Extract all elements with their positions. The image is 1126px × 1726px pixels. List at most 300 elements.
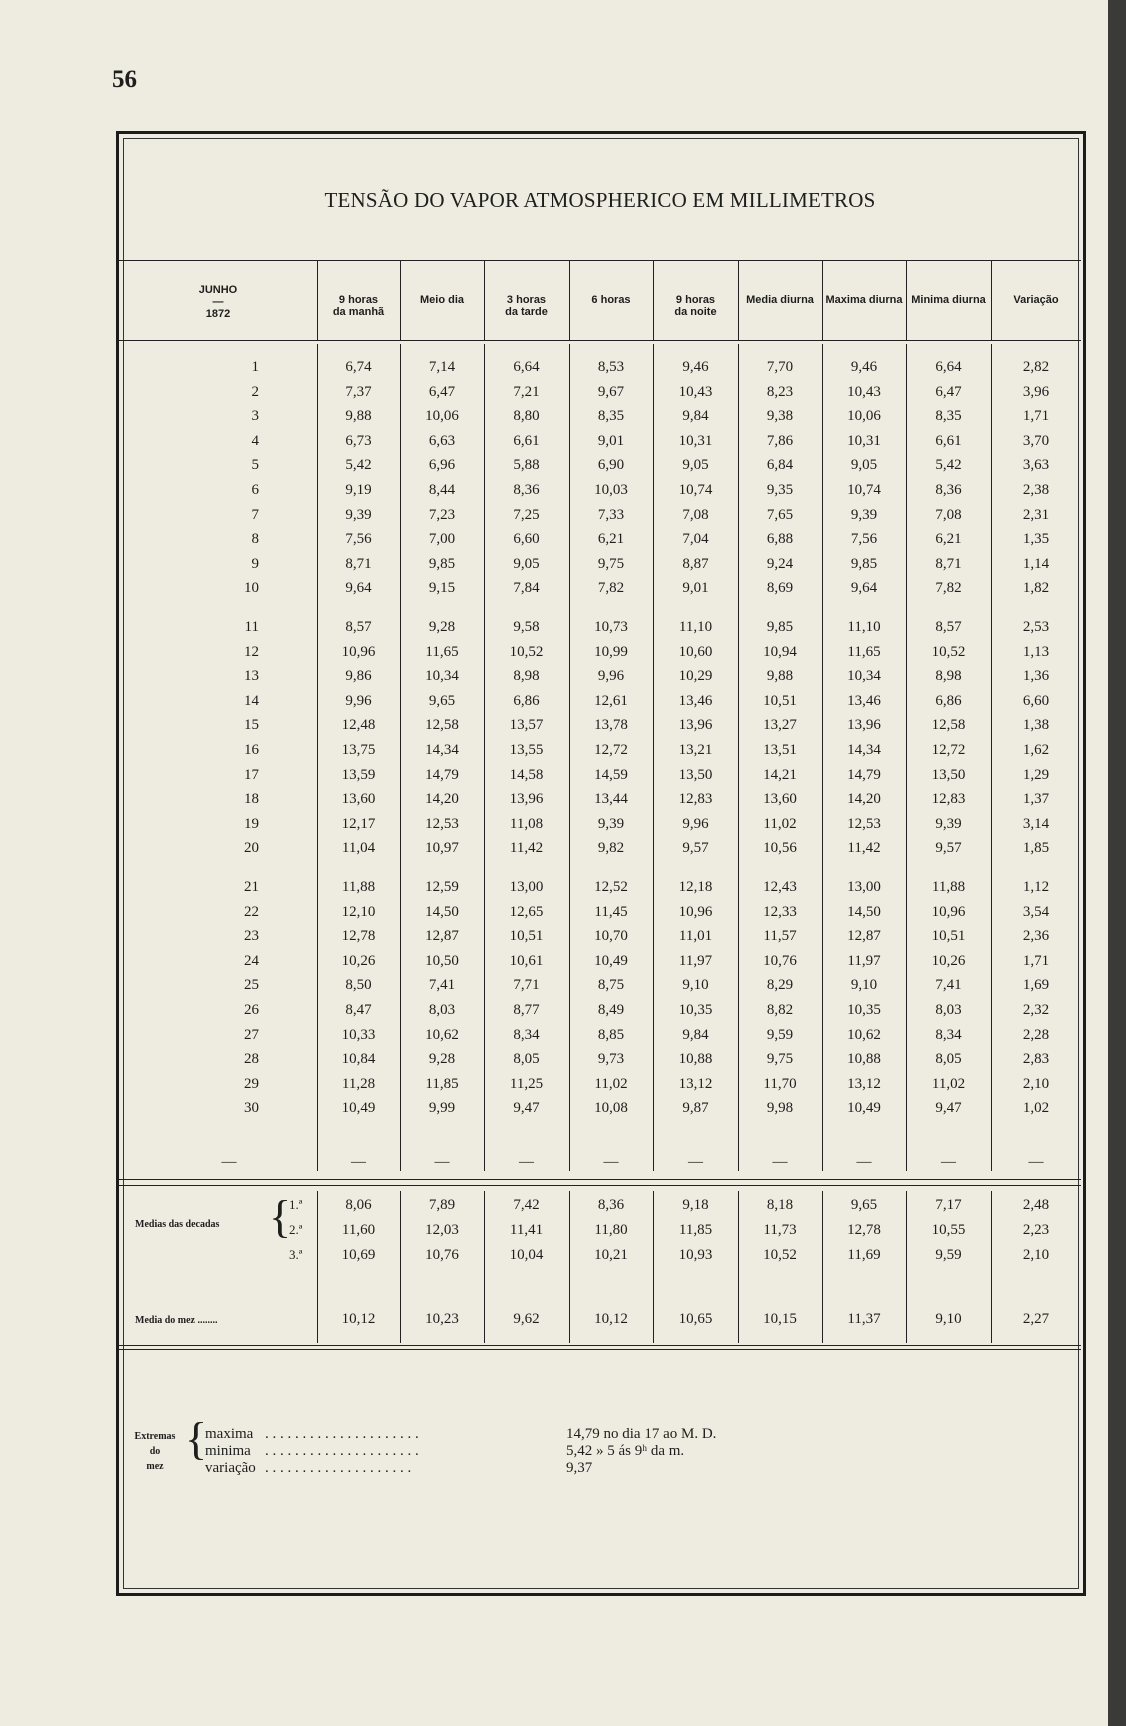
table-cell: 13,50 [931, 766, 966, 783]
decade-mean-cell: 11,73 [763, 1222, 797, 1238]
table-cell: 10,49 [847, 1100, 881, 1117]
table-cell: 11,65 [847, 643, 881, 660]
table-cell: 9,96 [597, 668, 625, 685]
table-cell: 2,28 [1022, 1026, 1050, 1043]
table-cell: 10,51 [509, 928, 544, 945]
table-cell: 11,42 [847, 840, 881, 857]
decade-mean-cell: 10,93 [678, 1247, 713, 1263]
table-cell: 10,76 [763, 952, 797, 969]
decade-mean-cell: 9,65 [850, 1197, 878, 1213]
table-cell: 7,41 [428, 977, 456, 994]
table-cell: 7,14 [428, 359, 456, 375]
table-cell: 12,83 [678, 791, 713, 808]
table-cell: 10,84 [341, 1051, 376, 1068]
table-cell: 11,88 [341, 879, 376, 895]
month-mean-cell: 10,12 [594, 1311, 628, 1327]
table-cell: 1,02 [1022, 1100, 1050, 1117]
decade-mean-cell: 10,76 [425, 1247, 459, 1263]
table-cell: 13,12 [678, 1075, 713, 1092]
decade-ordinal: 3.ª [289, 1247, 303, 1262]
extreme-value: 14,79 no dia 17 ao M. D. [566, 1426, 717, 1442]
table-cell: 12,83 [931, 791, 966, 808]
table-cell: 11,02 [931, 1075, 966, 1092]
body-end-rule [119, 1179, 1081, 1180]
table-cell: 8,77 [513, 1002, 540, 1018]
decade-mean-cell: 12,03 [425, 1222, 459, 1238]
table-cell: 9,75 [766, 1051, 794, 1068]
table-cell: 7,56 [345, 531, 372, 548]
table-cell: 13,50 [678, 766, 713, 783]
table-cell: 10,88 [847, 1051, 881, 1068]
table-cell: 3,14 [1022, 815, 1050, 832]
table-cell: 13,96 [678, 717, 713, 734]
table-cell: 8,82 [766, 1002, 794, 1018]
decade-mean-cell: 10,55 [931, 1222, 966, 1238]
table-cell: 8,35 [597, 408, 625, 425]
table-cell: 11,10 [847, 619, 881, 635]
table-cell: 1,71 [1022, 408, 1050, 425]
table-cell: 1,62 [1022, 742, 1050, 758]
table-cell: 13,51 [763, 742, 797, 758]
extreme-dots: . . . . . . . . . . . . . . . . . . . . [265, 1460, 412, 1476]
table-cell: 9,05 [850, 457, 878, 474]
table-title: TENSÃO DO VAPOR ATMOSPHERICO EM MILLIMETROS [324, 188, 876, 212]
table-cell: 11,02 [594, 1075, 628, 1092]
table-cell: 9,73 [597, 1051, 625, 1068]
table-cell: 9,57 [682, 840, 709, 857]
day-number: 27 [244, 1026, 259, 1043]
table-cell: 1,82 [1022, 580, 1050, 597]
table-cell: 9,39 [935, 815, 962, 832]
table-cell: 13,60 [763, 791, 797, 808]
table-cell: 10,96 [341, 643, 376, 660]
table-cell: 8,03 [428, 1002, 456, 1018]
decade-means-label: Medias das decadas [135, 1219, 220, 1230]
table-cell: 9,05 [682, 457, 709, 474]
table-cell: 10,62 [847, 1026, 881, 1043]
table-cell: 11,97 [678, 952, 713, 969]
table-cell: 13,12 [847, 1075, 881, 1092]
table-cell: 9,59 [766, 1026, 794, 1043]
extreme-dots: . . . . . . . . . . . . . . . . . . . . . [265, 1443, 419, 1459]
table-cell: 10,43 [678, 383, 713, 400]
table-cell: 10,29 [678, 668, 713, 685]
table-cell: 8,36 [935, 482, 962, 498]
table-cell: 7,84 [513, 580, 540, 597]
header-top-rule [119, 260, 1081, 261]
table-cell: 11,88 [931, 879, 966, 895]
table-cell: 11,02 [763, 815, 797, 832]
table-cell: 14,34 [847, 742, 881, 758]
table-cell: 13,96 [509, 791, 544, 808]
table-cell: 7,86 [766, 432, 794, 449]
table-cell: 9,10 [850, 977, 878, 994]
dash-mark: — [688, 1154, 703, 1170]
table-cell: 10,35 [678, 1002, 713, 1018]
table-cell: 7,65 [766, 506, 794, 523]
table-cell: 6,21 [597, 531, 625, 548]
table-cell: 9,39 [850, 506, 878, 523]
table-cell: 6,63 [428, 432, 456, 449]
day-number: 8 [251, 531, 259, 548]
extreme-value: 5,42 » 5 ás 9ʰ da m. [566, 1443, 685, 1459]
table-cell: 1,37 [1022, 791, 1050, 808]
table-cell: 6,47 [935, 383, 962, 400]
day-number: 29 [244, 1075, 259, 1092]
table-cell: 1,12 [1022, 879, 1050, 895]
month-mean-cell: 9,62 [513, 1311, 540, 1327]
table-cell: 9,46 [682, 359, 709, 375]
table-cell: 9,39 [345, 506, 372, 523]
header-month: JUNHO [198, 284, 238, 296]
table-cell: 10,99 [594, 643, 628, 660]
table-cell: 10,74 [847, 482, 881, 498]
table-cell: 10,88 [678, 1051, 713, 1068]
table-cell: 9,01 [682, 580, 709, 597]
day-number: 17 [244, 766, 259, 783]
header-col-7: Maxima diurna [825, 294, 903, 306]
month-mean-cell: 2,27 [1022, 1311, 1050, 1327]
extreme-name: variação [205, 1460, 256, 1476]
table-cell: 10,49 [341, 1100, 376, 1117]
table-cell: 10,70 [594, 928, 628, 945]
decade-mean-cell: 8,18 [766, 1197, 794, 1213]
table-cell: 10,96 [678, 903, 713, 920]
day-number: 9 [251, 555, 259, 572]
dash-mark: — [434, 1154, 450, 1170]
decade-brace: { [269, 1191, 292, 1242]
table-cell: 7,41 [935, 977, 962, 994]
table-cell: 12,58 [931, 717, 966, 734]
table-cell: 2,83 [1022, 1051, 1050, 1068]
table-cell: 14,34 [425, 742, 459, 758]
table-cell: 10,51 [763, 692, 797, 709]
day-number: 23 [244, 928, 259, 945]
table-cell: 11,04 [341, 840, 376, 857]
decade-ordinal: 1.ª [289, 1197, 303, 1212]
table-cell: 8,53 [597, 359, 625, 375]
table-cell: 9,19 [345, 482, 372, 498]
table-cell: 9,98 [766, 1100, 794, 1117]
day-number: 19 [244, 815, 259, 832]
table-cell: 8,71 [345, 555, 372, 572]
table-cell: 10,06 [847, 408, 881, 425]
decade-mean-cell: 10,21 [594, 1247, 628, 1263]
table-cell: 3,96 [1022, 383, 1050, 400]
decade-mean-cell: 10,04 [509, 1247, 544, 1263]
table-cell: 10,31 [678, 432, 713, 449]
table-cell: 1,38 [1022, 717, 1050, 734]
table-cell: 2,36 [1022, 928, 1050, 945]
extremes-label: do [149, 1446, 161, 1457]
table-cell: 8,44 [428, 482, 456, 498]
decade-mean-cell: 10,69 [341, 1247, 376, 1263]
table-cell: 1,14 [1022, 555, 1050, 572]
table-cell: 8,87 [682, 555, 709, 572]
header-bottom-rule [119, 340, 1081, 341]
table-cell: 1,71 [1022, 952, 1050, 969]
table-cell: 7,37 [345, 383, 372, 400]
table-cell: 11,08 [509, 815, 544, 832]
table-cell: 8,03 [935, 1002, 962, 1018]
table-cell: 6,86 [935, 692, 962, 709]
table-cell: 10,73 [594, 619, 628, 635]
table-cell: 8,69 [766, 580, 794, 597]
table-cell: 13,55 [509, 742, 544, 758]
day-number: 12 [244, 643, 259, 660]
table-cell: 8,71 [935, 555, 962, 572]
table-cell: 13,46 [678, 692, 713, 709]
table-cell: 9,87 [682, 1100, 709, 1117]
table-cell: 12,78 [341, 928, 376, 945]
table-cell: 8,05 [513, 1051, 540, 1068]
dash-mark: — [941, 1154, 956, 1170]
table-cell: 14,79 [847, 766, 881, 783]
table-cell: 12,53 [847, 815, 881, 832]
table-cell: 2,53 [1022, 619, 1050, 635]
table-cell: 9,84 [682, 408, 709, 425]
table-cell: 7,33 [597, 506, 625, 523]
table-cell: 10,31 [847, 432, 881, 449]
table-cell: 1,35 [1022, 531, 1050, 548]
mean-end-rule [119, 1345, 1081, 1346]
extreme-value: 9,37 [566, 1460, 593, 1476]
header-col-2: Meio dia [419, 294, 464, 306]
month-mean-cell: 11,37 [847, 1311, 881, 1327]
table-cell: 6,86 [513, 692, 540, 709]
table-cell: 8,85 [597, 1026, 625, 1043]
header-col-1-line1: 9 horas [338, 294, 379, 306]
month-mean-cell: 10,23 [425, 1311, 459, 1327]
day-number: 13 [244, 668, 259, 685]
header-year: 1872 [205, 308, 231, 320]
extremes-label: mez [146, 1461, 164, 1472]
month-mean-cell: 10,65 [678, 1311, 713, 1327]
table-cell: 9,65 [428, 692, 456, 709]
extremes-label: Extremas [134, 1431, 176, 1442]
table-cell: 10,52 [509, 643, 544, 660]
extreme-dots: . . . . . . . . . . . . . . . . . . . . . [265, 1426, 419, 1442]
decade-mean-cell: 7,17 [935, 1197, 962, 1213]
table-cell: 6,47 [428, 383, 456, 400]
table-cell: 9,57 [935, 840, 962, 857]
table-cell: 9,67 [597, 383, 625, 400]
table-cell: 2,82 [1022, 359, 1050, 375]
day-number: 3 [251, 408, 259, 425]
table-cell: 2,31 [1022, 506, 1050, 523]
month-mean-cell: 10,15 [763, 1311, 797, 1327]
dash-mark: — [519, 1154, 534, 1170]
table-cell: 8,98 [935, 668, 962, 685]
table-cell: 12,65 [509, 903, 544, 920]
decade-mean-cell: 11,80 [594, 1222, 628, 1238]
table-cell: 10,26 [341, 952, 376, 969]
decade-mean-cell: 7,42 [513, 1197, 540, 1213]
day-number: 14 [244, 692, 259, 709]
table-cell: 13,60 [341, 791, 376, 808]
table-cell: 7,56 [850, 531, 878, 548]
table-cell: 8,23 [766, 383, 794, 400]
day-number: 2 [251, 383, 259, 400]
table-cell: 7,82 [597, 580, 625, 597]
day-number: 30 [244, 1100, 259, 1117]
table-cell: 10,33 [341, 1026, 376, 1043]
table-cell: 12,72 [931, 742, 966, 758]
day-number: 26 [244, 1002, 259, 1018]
table-cell: 8,57 [935, 619, 962, 635]
table-cell: 5,42 [935, 457, 962, 474]
dash-mark: — [1028, 1154, 1044, 1170]
table-cell: 13,96 [847, 717, 881, 734]
table-cell: 9,85 [428, 555, 456, 572]
table-cell: 9,10 [682, 977, 709, 994]
dash-mark: — [221, 1154, 237, 1170]
header-col-9: Variação [1013, 294, 1059, 306]
table-cell: 9,47 [935, 1100, 962, 1117]
table-cell: 12,53 [425, 815, 459, 832]
table-cell: 9,47 [513, 1100, 540, 1117]
decade-mean-cell: 11,69 [847, 1247, 881, 1263]
decade-mean-cell: 10,52 [763, 1247, 797, 1263]
table-cell: 10,26 [931, 952, 966, 969]
table-cell: 9,84 [682, 1026, 709, 1043]
table-cell: 9,82 [597, 840, 625, 857]
header-col-3-line1: 3 horas [506, 294, 547, 306]
day-number: 28 [244, 1051, 259, 1068]
table-cell: 10,52 [931, 643, 966, 660]
table-cell: 12,59 [425, 879, 459, 895]
day-number: 20 [244, 840, 259, 857]
table-cell: 11,10 [678, 619, 713, 635]
dash-mark: — [351, 1154, 366, 1170]
header-col-4: 6 horas [591, 294, 631, 306]
table-cell: 10,50 [425, 952, 459, 969]
header-col-1-line2: da manhã [332, 306, 385, 318]
table-cell: 6,61 [513, 432, 540, 449]
table-cell: 3,70 [1022, 432, 1050, 449]
table-cell: 13,44 [594, 791, 628, 808]
table-cell: 9,38 [766, 408, 794, 425]
table-cell: 11,28 [341, 1075, 376, 1092]
table-cell: 1,69 [1022, 977, 1050, 994]
table-cell: 9,05 [513, 555, 540, 572]
extreme-name: minima [205, 1443, 251, 1459]
table-cell: 9,64 [850, 580, 878, 597]
table-cell: 10,34 [425, 668, 459, 685]
month-mean-cell: 10,12 [341, 1311, 376, 1327]
table-cell: 8,57 [345, 619, 372, 635]
day-number: 4 [251, 432, 259, 449]
table-cell: 14,50 [847, 903, 881, 920]
table-cell: 9,99 [428, 1100, 456, 1117]
table-cell: 14,21 [763, 766, 797, 783]
table-cell: 9,58 [513, 619, 540, 635]
decade-mean-cell: 11,60 [341, 1222, 376, 1238]
table-cell: 7,71 [513, 977, 540, 994]
table-cell: 13,27 [763, 717, 797, 734]
table-cell: 7,04 [682, 531, 709, 548]
page-number: 56 [112, 66, 137, 93]
table-cell: 12,61 [594, 692, 628, 709]
table-cell: 13,00 [509, 879, 544, 895]
table-cell: 6,90 [597, 457, 625, 474]
day-number: 10 [244, 580, 259, 597]
decade-mean-cell: 9,18 [682, 1197, 709, 1213]
table-cell: 10,56 [763, 840, 797, 857]
table-cell: 11,85 [425, 1075, 459, 1092]
table-cell: 12,10 [341, 903, 376, 920]
extreme-name: maxima [205, 1426, 254, 1442]
day-number: 18 [244, 791, 259, 808]
table-cell: 6,60 [1022, 692, 1050, 709]
table-frame [116, 131, 1086, 1596]
day-number: 7 [251, 506, 259, 523]
header-dash: — [212, 296, 224, 308]
table-cell: 6,96 [428, 457, 456, 474]
table-cell: 12,87 [425, 928, 459, 945]
dash-mark: — [772, 1154, 788, 1170]
table-cell: 7,23 [428, 506, 456, 523]
table-cell: 10,62 [425, 1026, 459, 1043]
decade-mean-cell: 7,89 [428, 1197, 456, 1213]
table-cell: 2,38 [1022, 482, 1050, 498]
table-cell: 6,74 [345, 359, 372, 375]
dash-mark: — [603, 1154, 619, 1170]
table-cell: 7,70 [766, 359, 794, 375]
table-cell: 13,21 [678, 742, 713, 758]
header-col-5-line1: 9 horas [675, 294, 716, 306]
table-cell: 12,17 [341, 815, 376, 832]
table-cell: 12,58 [425, 717, 459, 734]
decade-mean-cell: 11,85 [678, 1222, 713, 1238]
table-cell: 7,82 [935, 580, 962, 597]
table-cell: 9,24 [766, 555, 794, 572]
table-cell: 8,49 [597, 1002, 625, 1018]
header-col-6: Media diurna [746, 294, 814, 306]
decade-mean-cell: 8,36 [597, 1197, 625, 1213]
day-number: 6 [251, 482, 259, 498]
table-cell: 13,59 [341, 766, 376, 783]
decade-mean-cell: 11,41 [509, 1222, 544, 1238]
table-cell: 11,70 [763, 1075, 797, 1092]
table-cell: 7,00 [428, 531, 456, 548]
table-cell: 8,35 [935, 408, 962, 425]
table-cell: 14,20 [425, 791, 459, 808]
day-number: 21 [244, 879, 259, 895]
table-cell: 14,20 [847, 791, 881, 808]
table-cell: 8,36 [513, 482, 540, 498]
table-cell: 9,85 [766, 619, 794, 635]
table-cell: 6,88 [766, 531, 794, 548]
table-cell: 8,47 [345, 1002, 372, 1018]
header-col-3-line2: da tarde [505, 306, 548, 318]
table-cell: 8,75 [597, 977, 625, 994]
table-cell: 9,15 [428, 580, 456, 597]
decade-mean-cell: 9,59 [935, 1247, 962, 1263]
table-cell: 14,79 [425, 766, 459, 783]
dash-mark: — [856, 1154, 872, 1170]
day-number: 11 [244, 619, 259, 635]
decade-mean-cell: 12,78 [847, 1222, 881, 1238]
table-cell: 2,10 [1022, 1075, 1050, 1092]
table-cell: 6,64 [935, 359, 962, 375]
table-cell: 7,08 [682, 506, 709, 523]
table-cell: 10,43 [847, 383, 881, 400]
table-cell: 9,46 [850, 359, 878, 375]
table-cell: 9,86 [345, 668, 372, 685]
table-cell: 13,46 [847, 692, 881, 709]
table-cell: 10,94 [763, 643, 797, 660]
